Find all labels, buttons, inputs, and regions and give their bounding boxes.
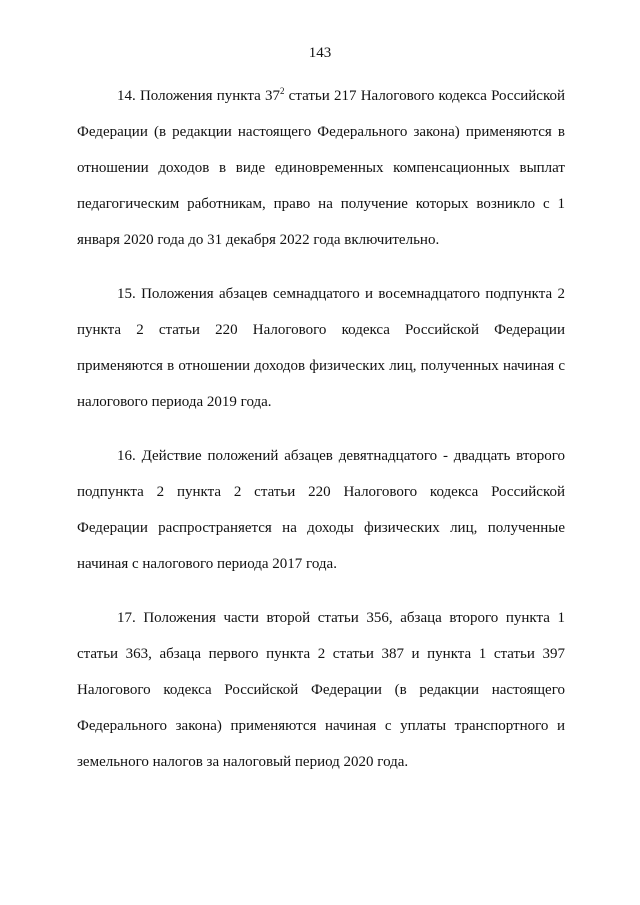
superscript-2: 2 [279,86,285,96]
paragraph-15: 15. Положения абзацев семнадцатого и восемнадцатого подпункта 2 пункта 2 статьи 220 Налогового кодекса Российской Федерации применяются в отношении доходов физических лиц, полученных начиная с налогового периода 2019 года. [77,286,565,410]
document-body [77,78,565,798]
paragraph-14-text-start: 14. Положения пункта 37 [117,88,280,104]
paragraph-14 [77,78,565,258]
paragraph-14-text-end: статьи 217 Налогового кодекса Российской Федерации (в редакции настоящего Федерального закона) применяются в отношении доходов в виде единовременных компенсационных выплат педагогическим работникам, право на получение которых возникло с 1 января 2020 года до 31 декабря 2022 года включительно. [77,88,565,248]
paragraph-16: 16. Действие положений абзацев девятнадцатого - двадцать второго подпункта 2 пункта 2 статьи 220 Налогового кодекса Российской Федерации распространяется на доходы физических лиц, полученные начиная с налогового периода 2017 года. [77,448,565,572]
page-number: 143 [308,45,332,61]
paragraph-17: 17. Положения части второй статьи 356, абзаца второго пункта 1 статьи 363, абзаца первого пункта 2 статьи 387 и пункта 1 статьи 397 Налогового кодекса Российской Федерации (в редакции настоящего Федерального закона) применяются начиная с уплаты транспортного и земельного налогов за налоговый период 2020 года. [77,610,565,770]
